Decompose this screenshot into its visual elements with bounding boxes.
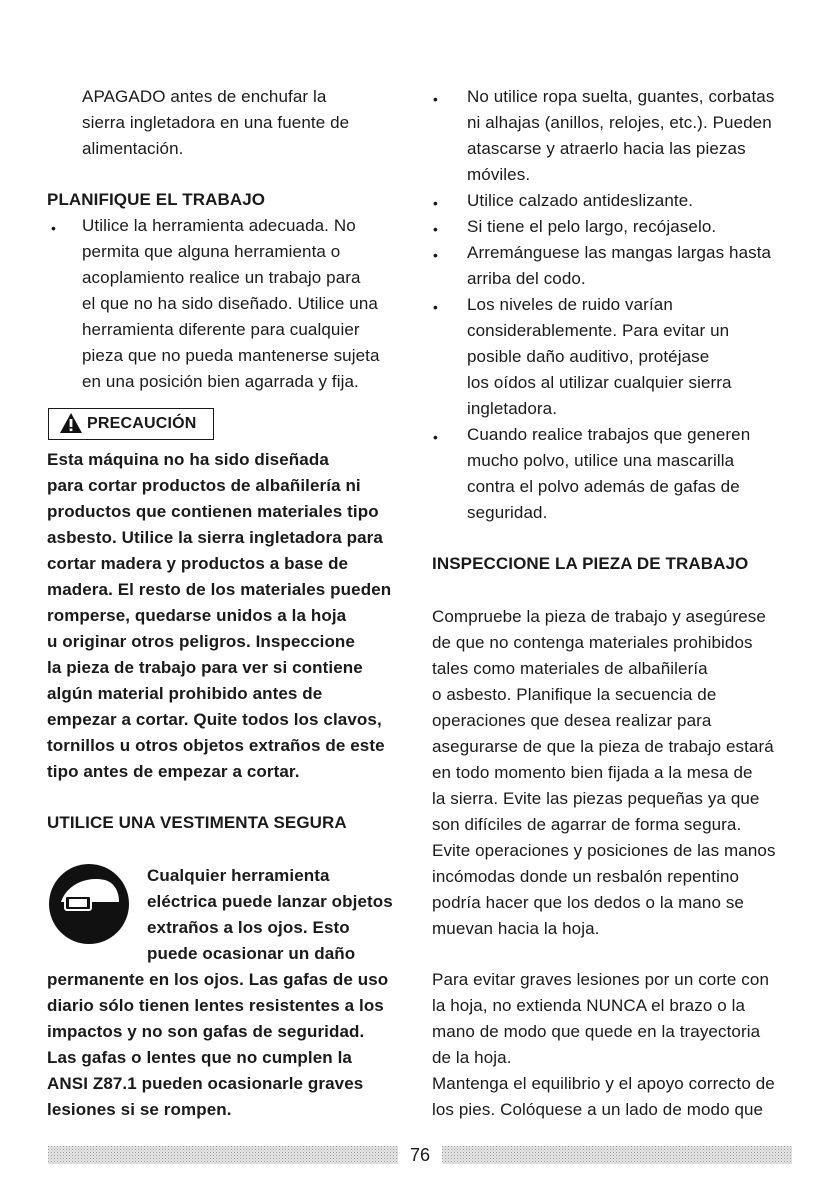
text-line: móviles. <box>467 165 531 184</box>
text-line: mucho polvo, utilice una mascarilla <box>467 451 735 470</box>
footer-bar-left <box>48 1146 398 1164</box>
text-line: la hoja, no extienda NUNCA el brazo o la <box>432 996 746 1015</box>
text-line: impactos y no son gafas de seguridad. <box>47 1022 365 1041</box>
bullet-marker: • <box>433 195 438 211</box>
text-line: No utilice ropa suelta, guantes, corbatas <box>467 87 775 106</box>
text-line: muevan hacia la hoja. <box>432 919 600 938</box>
text-line: diario sólo tienen lentes resistentes a los <box>47 996 384 1015</box>
text-line: ni alhajas (anillos, relojes, etc.). Pueden <box>467 113 772 132</box>
text-line: APAGADO antes de enchufar la <box>82 87 327 106</box>
text-line: mano de modo que quede en la trayectoria <box>432 1022 761 1041</box>
text-line: Las gafas o lentes que no cumplen la <box>47 1048 352 1067</box>
text-line: en todo momento bien fijada a la mesa de <box>432 763 753 782</box>
caution-badge <box>48 408 214 440</box>
text-line: romperse, quedarse unidos a la hoja <box>47 606 347 625</box>
text-line: de que no contenga materiales prohibidos <box>432 633 753 652</box>
text-line: tales como materiales de albañilería <box>432 659 708 678</box>
text-line: Arremánguese las mangas largas hasta <box>467 243 772 262</box>
text-line: operaciones que desea realizar para <box>432 711 712 730</box>
text-line: o asbesto. Planifique la secuencia de <box>432 685 717 704</box>
text-line: Esta máquina no ha sido diseñada <box>47 450 329 469</box>
text-line: incómodas donde un resbalón repentino <box>432 867 740 886</box>
text-line: arriba del codo. <box>467 269 586 288</box>
text-line: sierra ingletadora en una fuente de <box>82 113 350 132</box>
page-number: 76 <box>409 1145 431 1165</box>
text-line: cortar madera y productos a base de <box>47 554 349 573</box>
text-line: Evite operaciones y posiciones de las manos <box>432 841 776 860</box>
text-line: puede ocasionar un daño <box>147 944 356 963</box>
section-heading-plan: PLANIFIQUE EL TRABAJO <box>47 190 266 209</box>
text-line: Compruebe la pieza de trabajo y asegúrese <box>432 607 766 626</box>
caution-label: PRECAUCIÓN <box>87 415 197 432</box>
text-line: ANSI Z87.1 pueden ocasionarle graves <box>47 1074 364 1093</box>
text-line: lesiones si se rompen. <box>47 1100 232 1119</box>
text-line: Utilice calzado antideslizante. <box>467 191 694 210</box>
safety-goggles-icon <box>47 862 131 946</box>
text-line: la sierra. Evite las piezas pequeñas ya que <box>432 789 760 808</box>
text-line: Cualquier herramienta <box>147 866 330 885</box>
text-line: Si tiene el pelo largo, recójaselo. <box>467 217 717 236</box>
text-line: para cortar productos de albañilería ni <box>47 476 361 495</box>
text-line: Utilice la herramienta adecuada. No <box>82 216 356 235</box>
text-line: asegurarse de que la pieza de trabajo estará <box>432 737 774 756</box>
text-line: permita que alguna herramienta o <box>82 242 341 261</box>
text-line: pieza que no pueda mantenerse sujeta <box>82 346 380 365</box>
text-line: alimentación. <box>82 139 184 158</box>
text-line: de la hoja. <box>432 1048 512 1067</box>
text-line: productos que contienen materiales tipo <box>47 502 379 521</box>
bullet-marker: • <box>433 429 438 445</box>
bullet-marker: • <box>433 91 438 107</box>
text-line: u originar otros peligros. Inspeccione <box>47 632 355 651</box>
text-line: ingletadora. <box>467 399 558 418</box>
text-line: considerablemente. Para evitar un <box>467 321 730 340</box>
text-line: en una posición bien agarrada y fija. <box>82 372 359 391</box>
text-line: los pies. Colóquese a un lado de modo que <box>432 1100 764 1119</box>
text-line: asbesto. Utilice la sierra ingletadora para <box>47 528 383 547</box>
warning-triangle-icon <box>59 412 83 434</box>
text-line: Para evitar graves lesiones por un corte con <box>432 970 770 989</box>
text-line: eléctrica puede lanzar objetos <box>147 892 393 911</box>
text-line: son difíciles de agarrar de forma segura. <box>432 815 742 834</box>
text-line: empezar a cortar. Quite todos los clavos, <box>47 710 382 729</box>
text-line: Cuando realice trabajos que generen <box>467 425 751 444</box>
footer-bar-right <box>442 1146 792 1164</box>
text-line: seguridad. <box>467 503 548 522</box>
section-heading-inspect: INSPECCIONE LA PIEZA DE TRABAJO <box>432 554 749 573</box>
section-heading-clothing: UTILICE UNA VESTIMENTA SEGURA <box>47 813 347 832</box>
text-line: Mantenga el equilibrio y el apoyo correcto de <box>432 1074 775 1093</box>
text-line: tornillos u otros objetos extraños de este <box>47 736 385 755</box>
text-line: algún material prohibido antes de <box>47 684 323 703</box>
text-line: madera. El resto de los materiales pueden <box>47 580 392 599</box>
bullet-marker: • <box>433 299 438 315</box>
text-line: posible daño auditivo, protéjase <box>467 347 710 366</box>
text-line: Los niveles de ruido varían <box>467 295 673 314</box>
text-line: atascarse y atraerlo hacia las piezas <box>467 139 746 158</box>
text-line: el que no ha sido diseñado. Utilice una <box>82 294 378 313</box>
text-line: tipo antes de empezar a cortar. <box>47 762 300 781</box>
bullet-marker: • <box>433 221 438 237</box>
text-line: herramienta diferente para cualquier <box>82 320 360 339</box>
text-line: los oídos al utilizar cualquier sierra <box>467 373 732 392</box>
text-line: la pieza de trabajo para ver si contiene <box>47 658 363 677</box>
text-line: podría hacer que los dedos o la mano se <box>432 893 744 912</box>
text-line: acoplamiento realice un trabajo para <box>82 268 361 287</box>
text-line: contra el polvo además de gafas de <box>467 477 740 496</box>
text-line: extraños a los ojos. Esto <box>147 918 350 937</box>
bullet-marker: • <box>433 247 438 263</box>
bullet-marker: • <box>51 220 56 236</box>
text-line: permanente en los ojos. Las gafas de uso <box>47 970 389 989</box>
